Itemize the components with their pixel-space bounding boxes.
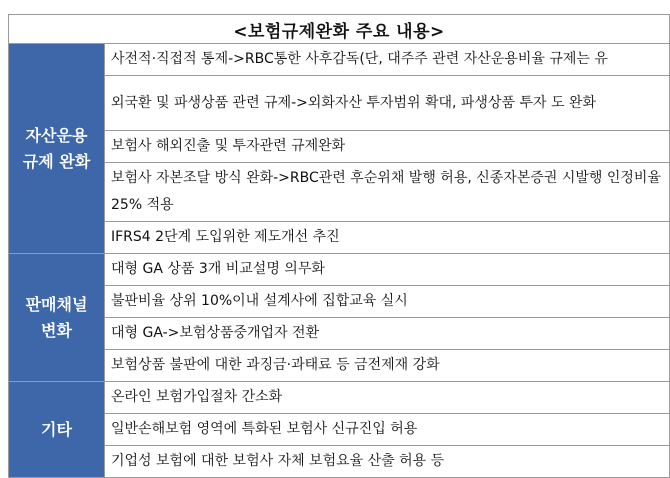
item-cell: IFRS4 2단계 도입위한 제도개선 추진	[105, 222, 670, 254]
title-row	[9, 15, 670, 44]
item-cell: 온라인 보험가입절차 간소화	[105, 382, 670, 414]
table-row	[9, 382, 670, 414]
table-row	[9, 163, 670, 222]
item-cell: 기업성 보험에 대한 보험사 자체 보험요율 산출 허용 등	[105, 446, 670, 478]
table-row	[9, 76, 670, 131]
table-row	[9, 446, 670, 478]
category-label-line: 자산운용	[25, 125, 88, 145]
category-label-line: 변화	[41, 320, 72, 340]
item-cell: 외국환 및 파생상품 관련 규제->외화자산 투자범위 확대, 파생상품 투자 도 완화	[105, 76, 670, 131]
table-row	[9, 286, 670, 318]
item-cell: 보험상품 불판에 대한 과징금·과태료 등 금전제재 강화	[105, 350, 670, 382]
category-label-line: 기타	[41, 419, 72, 439]
item-cell: 보험사 해외진출 및 투자관련 규제완화	[105, 131, 670, 163]
table-row	[9, 350, 670, 382]
table-row	[9, 222, 670, 254]
item-cell: 대형 GA->보험상품중개업자 전환	[105, 318, 670, 350]
item-cell: 불판비율 상위 10%이내 설계사에 집합교육 실시	[105, 286, 670, 318]
item-cell: 일반손해보험 영역에 특화된 보험사 신규진입 허용	[105, 414, 670, 446]
category-sales-channel	[9, 254, 105, 382]
category-asset-management	[9, 44, 105, 254]
category-label-line: 규제 완화	[22, 151, 91, 171]
table-row	[9, 318, 670, 350]
item-cell: 보험사 자본조달 방식 완화->RBC관련 후순위채 발행 허용, 신종자본증권 시발행 인정비율 25% 적용	[105, 163, 670, 222]
table-row	[9, 131, 670, 163]
table-row	[9, 414, 670, 446]
item-cell: 사전적·직접적 통제->RBC통한 사후감독(단, 대주주 관련 자산운용비율 규제는 유	[105, 44, 670, 76]
table-title: <보험규제완화 주요 내용>	[9, 15, 670, 44]
table-row	[9, 44, 670, 76]
table-row	[9, 254, 670, 286]
category-other	[9, 382, 105, 478]
item-cell: 대형 GA 상품 3개 비교설명 의무화	[105, 254, 670, 286]
regulation-table	[8, 14, 670, 478]
category-label-line: 판매채널	[25, 294, 88, 314]
